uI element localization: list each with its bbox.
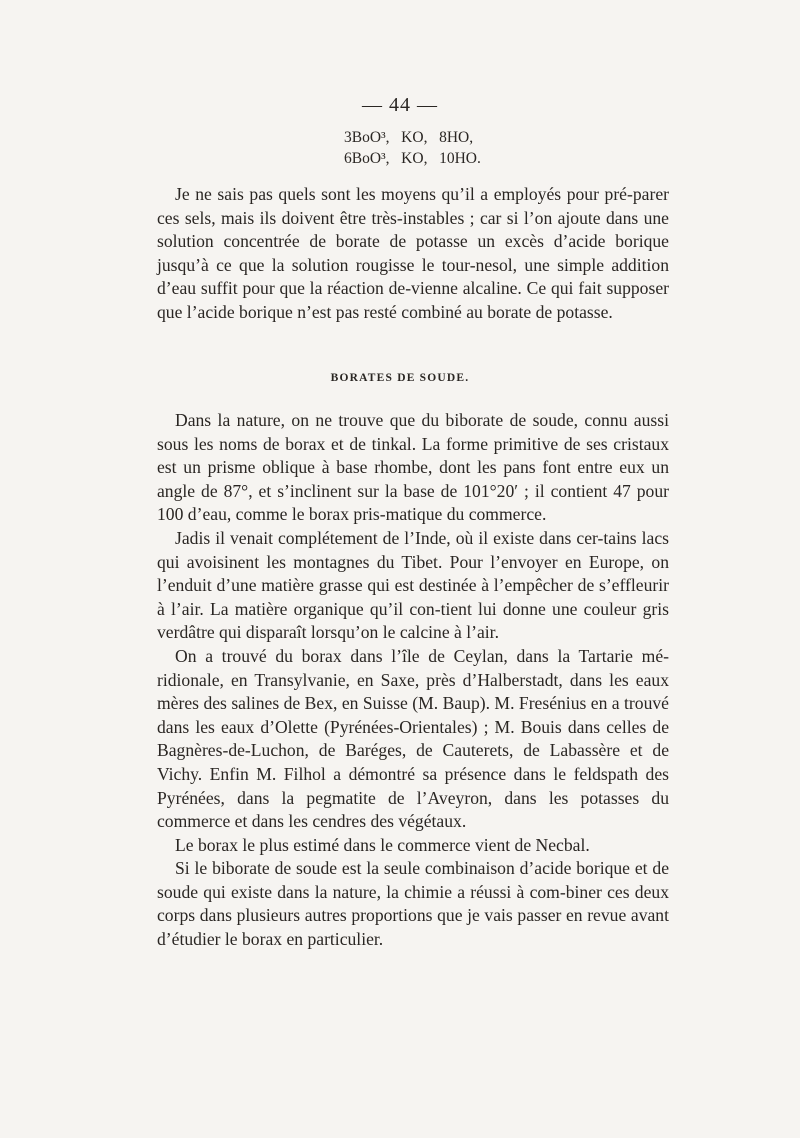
intro-text-block — [157, 183, 669, 325]
paragraph-nature: Dans la nature, on ne trouve que du biborate de soude, connu aussi sous les noms de borax et de tinkal. La forme primitive de ses cristaux est un prisme oblique à base rhombe, dont les pans font entre eux un angle de 87°, et s’inclinent sur la base de 101°20′ ; il contient 47 pour 100 d’eau, comme le borax pris-matique du commerce. — [157, 410, 669, 525]
main-text-block — [157, 409, 669, 952]
chemical-formula-1: 3BoO³, KO, 8HO, — [344, 129, 474, 146]
intro-paragraph: Je ne sais pas quels sont les moyens qu’il a employés pour pré-parer ces sels, mais ils doivent être très-instables ; car si l’on ajoute dans une solution concentrée de borate de potasse un excès d’acide borique jusqu’à ce que la solution rougisse le tour-nesol, une simple addition d’eau suffit pour que la réaction de-vienne alcaline. Ce qui fait supposer que l’acide borique n’est pas resté combiné au borate de potasse. — [157, 184, 669, 322]
chemical-formula-2: 6BoO³, KO, 10HO. — [344, 150, 481, 167]
paragraph-inde: Jadis il venait complétement de l’Inde, où il existe dans cer-tains lacs qui avoisinent les montagnes du Tibet. Pour l’envoyer en Europe, on l’enduit d’une matière grasse qui est destinée à l’empêcher de s’effleurir à l’air. La matière organique qu’il con-tient lui donne une couleur gris verdâtre qui disparaît lorsqu’on le calcine à l’air. — [157, 527, 669, 643]
paragraph-combinations: Si le biborate de soude est la seule combinaison d’acide borique et de soude qui existe dans la nature, la chimie a réussi à com-biner ces deux corps dans plusieurs autres proportions que je vais passer en revue avant d’étudier le borax en particulier. — [157, 858, 669, 950]
paragraph-necbal: Le borax le plus estimé dans le commerce vient de Necbal. — [175, 834, 590, 855]
section-title: BORATES DE SOUDE. — [330, 372, 470, 384]
paragraph-localities: On a trouvé du borax dans l’île de Ceylan, dans la Tartarie mé-ridionale, en Transylvanie, en Saxe, près d’Halberstadt, dans les eaux mères des salines de Bex, en Suisse (M. Baup). M. Fresénius en a trouvé dans les eaux d’Olette (Pyrénées-Orientales) ; M. Bouis dans celles de Bagnères-de-Luchon, de Baréges, de Cauterets, de Labassère et de Vichy. Enfin M. Filhol a démontré sa présence dans le feldspath des Pyrénées, dans la pegmatite de l’Aveyron, dans les potasses du commerce et dans les cendres des végétaux. — [157, 645, 669, 832]
page-number: — 44 — — [362, 94, 438, 116]
